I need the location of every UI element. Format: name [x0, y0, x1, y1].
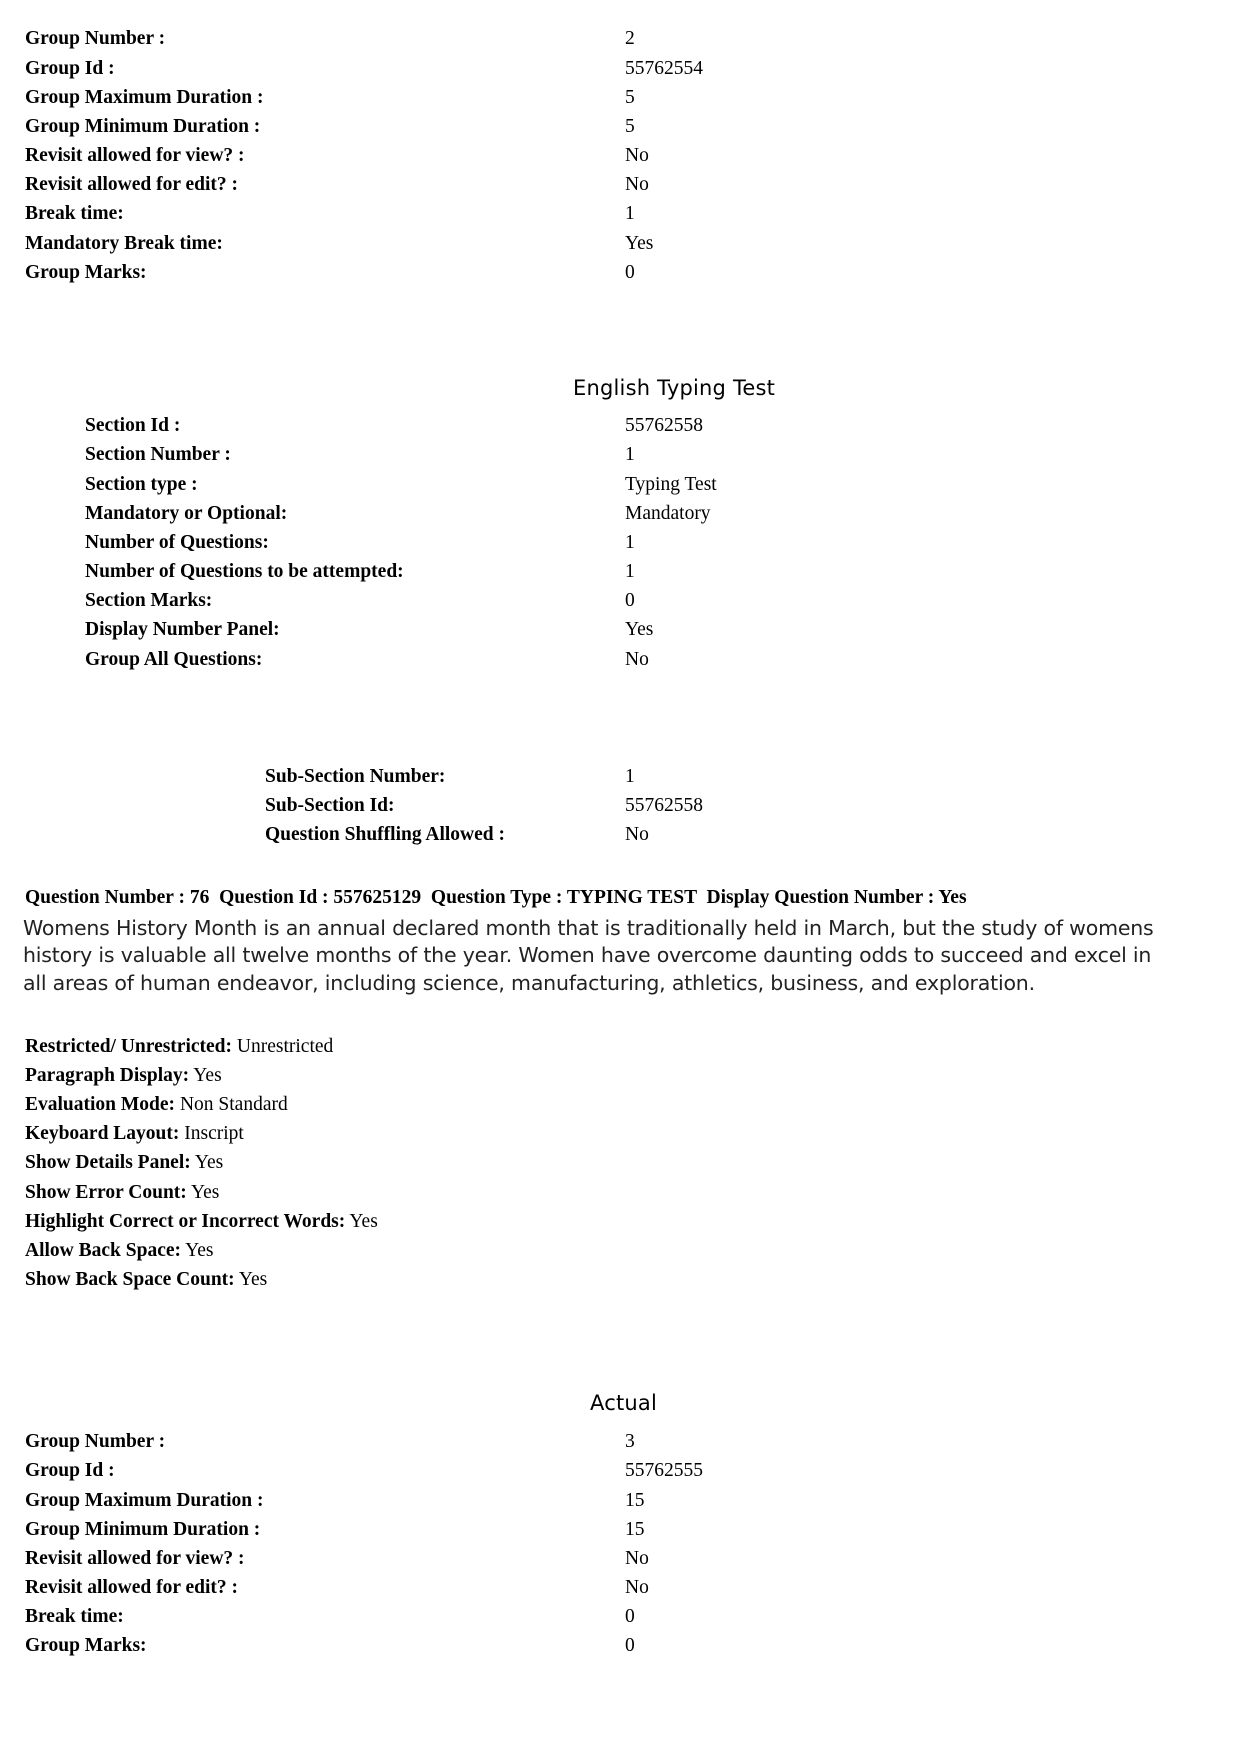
field-label: Group Minimum Duration :	[25, 1519, 261, 1540]
property-label: Show Error Count:	[25, 1182, 187, 1203]
field-label: Group Marks:	[25, 262, 147, 283]
property-value: Yes	[345, 1211, 378, 1232]
field-value: 15	[625, 1490, 645, 1511]
property-label: Allow Back Space:	[25, 1240, 181, 1261]
property-label: Show Back Space Count:	[25, 1269, 235, 1290]
field-row	[0, 1602, 1240, 1631]
field-row	[0, 440, 1240, 469]
field-value: 0	[625, 1635, 635, 1656]
field-value: 1	[625, 444, 635, 465]
field-label: Break time:	[25, 1606, 124, 1627]
field-label: Group Number :	[25, 28, 166, 49]
property-label: Keyboard Layout:	[25, 1123, 180, 1144]
field-value: 3	[625, 1431, 635, 1452]
property-value: Unrestricted	[232, 1036, 334, 1057]
field-row	[0, 1486, 1240, 1515]
property-value: Yes	[189, 1065, 222, 1086]
field-value: No	[625, 1548, 649, 1569]
field-label: Revisit allowed for edit? :	[25, 174, 239, 195]
field-value: 55762555	[625, 1460, 703, 1481]
field-row	[0, 258, 1240, 287]
field-label: Question Shuffling Allowed :	[265, 824, 506, 845]
field-row	[0, 24, 1240, 53]
field-row	[0, 199, 1240, 228]
property-label: Evaluation Mode:	[25, 1094, 176, 1115]
typing-passage: Womens History Month is an annual declared month that is traditionally held in March, but the study of womens history is valuable all twelve months of the year. Women have overcome daunting odds to succeed and excel in all areas of human endeavor, including science, manufacturing, athletics, business, and exploration.	[23, 916, 1154, 995]
property-row	[25, 1032, 333, 1061]
field-value: 55762558	[625, 795, 703, 816]
property-row	[25, 1265, 267, 1294]
field-row	[0, 615, 1240, 644]
question-header: Question Number : 76 Question Id : 557625129 Question Type : TYPING TEST Display Question Number : Yes	[25, 887, 967, 908]
property-label: Paragraph Display:	[25, 1065, 190, 1086]
property-row	[25, 1061, 222, 1090]
field-value: 55762554	[625, 58, 703, 79]
field-value: No	[625, 145, 649, 166]
field-row	[0, 1573, 1240, 1602]
field-value: Typing Test	[625, 474, 717, 495]
property-label: Restricted/ Unrestricted:	[25, 1036, 233, 1057]
field-value: No	[625, 649, 649, 670]
field-row	[0, 470, 1240, 499]
field-value: Yes	[625, 233, 654, 254]
field-value: 1	[625, 532, 635, 553]
field-label: Group All Questions:	[85, 649, 263, 670]
field-row	[0, 411, 1240, 440]
field-label: Number of Questions:	[85, 532, 269, 553]
property-value: Non Standard	[175, 1094, 288, 1115]
field-value: 1	[625, 766, 635, 787]
property-row	[25, 1148, 223, 1177]
property-value: Yes	[234, 1269, 268, 1290]
field-label: Break time:	[25, 203, 124, 224]
field-row	[0, 170, 1240, 199]
field-label: Group Id :	[25, 58, 115, 79]
field-label: Number of Questions to be attempted:	[85, 561, 404, 582]
field-value: 0	[625, 590, 635, 611]
field-row	[0, 645, 1240, 674]
field-label: Section Marks:	[85, 590, 213, 611]
property-label: Show Details Panel:	[25, 1152, 191, 1173]
property-row	[25, 1207, 378, 1236]
field-label: Sub-Section Id:	[265, 795, 395, 816]
field-label: Section type :	[85, 474, 198, 495]
field-row	[0, 1544, 1240, 1573]
property-row	[25, 1119, 244, 1148]
property-row	[25, 1090, 288, 1119]
field-value: 0	[625, 1606, 635, 1627]
section-heading: English Typing Test	[573, 376, 776, 400]
field-row	[0, 791, 1240, 820]
field-label: Group Maximum Duration :	[25, 87, 264, 108]
field-value: Yes	[625, 619, 654, 640]
field-label: Group Number :	[25, 1431, 166, 1452]
field-row	[0, 112, 1240, 141]
field-label: Group Id :	[25, 1460, 115, 1481]
field-value: Mandatory	[625, 503, 711, 524]
property-value: Yes	[190, 1152, 224, 1173]
field-value: No	[625, 1577, 649, 1598]
field-row	[0, 762, 1240, 791]
field-value: 55762558	[625, 415, 703, 436]
field-label: Section Number :	[85, 444, 231, 465]
field-row	[0, 1456, 1240, 1485]
actual-heading: Actual	[590, 1391, 657, 1415]
field-label: Mandatory Break time:	[25, 233, 223, 254]
field-value: 1	[625, 561, 635, 582]
property-value: Yes	[181, 1240, 214, 1261]
field-row	[0, 1515, 1240, 1544]
field-value: 15	[625, 1519, 645, 1540]
field-row	[0, 557, 1240, 586]
field-label: Group Minimum Duration :	[25, 116, 261, 137]
field-label: Sub-Section Number:	[265, 766, 446, 787]
field-value: 0	[625, 262, 635, 283]
property-row	[25, 1236, 214, 1265]
field-row	[0, 54, 1240, 83]
field-label: Group Marks:	[25, 1635, 147, 1656]
field-row	[0, 141, 1240, 170]
field-label: Group Maximum Duration :	[25, 1490, 264, 1511]
field-row	[0, 229, 1240, 258]
field-label: Revisit allowed for edit? :	[25, 1577, 239, 1598]
field-label: Revisit allowed for view? :	[25, 1548, 245, 1569]
field-label: Revisit allowed for view? :	[25, 145, 245, 166]
field-label: Mandatory or Optional:	[85, 503, 288, 524]
field-row	[0, 499, 1240, 528]
field-value: 1	[625, 203, 635, 224]
field-label: Section Id :	[85, 415, 181, 436]
field-row	[0, 1427, 1240, 1456]
field-row	[0, 528, 1240, 557]
property-row	[25, 1178, 219, 1207]
field-row	[0, 586, 1240, 615]
field-row	[0, 83, 1240, 112]
field-value: 5	[625, 87, 635, 108]
field-value: No	[625, 174, 649, 195]
field-row	[0, 1631, 1240, 1660]
property-value: Inscript	[179, 1123, 244, 1144]
field-value: 5	[625, 116, 635, 137]
field-label: Display Number Panel:	[85, 619, 280, 640]
field-row	[0, 820, 1240, 849]
property-value: Yes	[186, 1182, 220, 1203]
field-value: 2	[625, 28, 635, 49]
property-label: Highlight Correct or Incorrect Words:	[25, 1211, 346, 1232]
field-value: No	[625, 824, 649, 845]
